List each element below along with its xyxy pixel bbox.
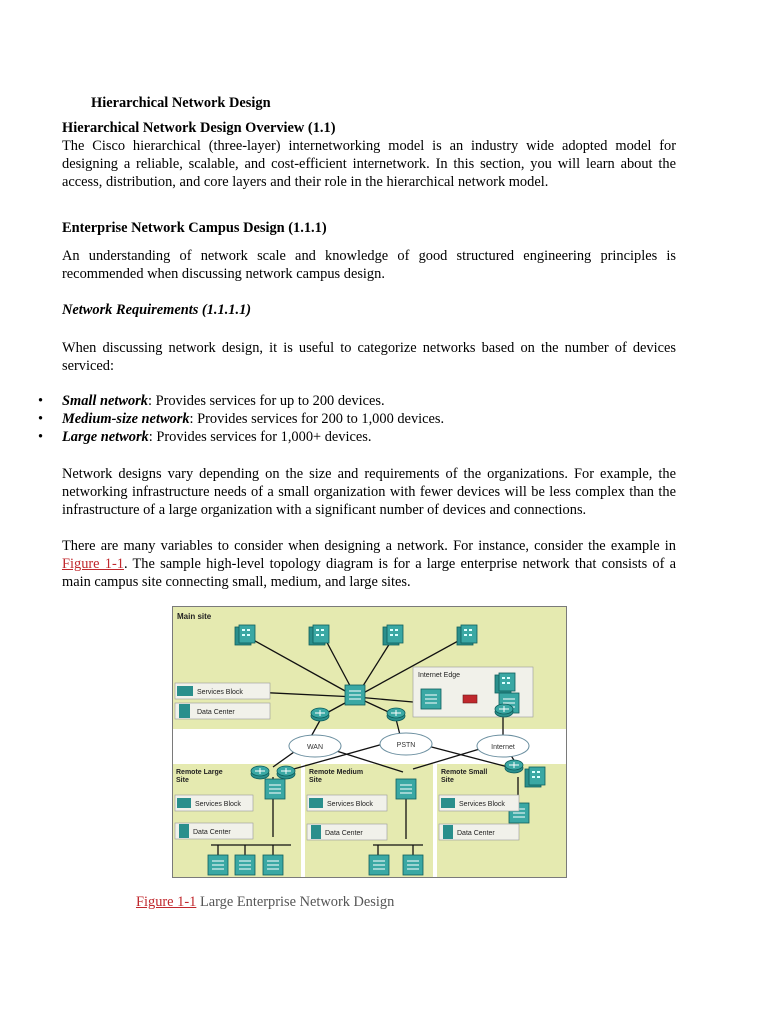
remote-large-services-label: Services Block (195, 801, 241, 808)
campus-paragraph: An understanding of network scale and knowledge of good structured engineering principles is recommended when discussing network campus design. (62, 248, 676, 282)
list-item-term: Medium-size network (62, 411, 190, 427)
remote-small-label: Remote Small (441, 769, 488, 776)
variables-suffix: . The sample high-level topology diagram is for a large enterprise network that consists of a main campus site connecting small, medium, and large sites. (62, 556, 676, 590)
figure-caption (136, 893, 394, 911)
overview-paragraph: The Cisco hierarchical (three-layer) internetworking model is an industry wide adopted model for designing a reliable, scalable, and cost-efficient internetwork. In this section, you will learn about the access, distribution, and core layers and their role in the hierarchical network model. (62, 138, 676, 190)
list-item-desc: : Provides services for up to 200 devices. (147, 393, 385, 409)
list-item (38, 392, 444, 410)
caption-text: Large Enterprise Network Design (196, 894, 395, 910)
wan-label: WAN (306, 744, 324, 751)
main-site-label: Main site (177, 612, 212, 621)
figure-link[interactable]: Figure 1-1 (62, 556, 124, 572)
network-size-list (38, 392, 444, 446)
requirements-heading: Network Requirements (1.1.1.1) (62, 302, 252, 318)
bullet-icon: • (38, 393, 44, 409)
internet-label: Internet (491, 744, 515, 751)
variables-prefix: There are many variables to consider when designing a network. For instance, consider the example in (62, 538, 676, 554)
wan-cloud (289, 735, 341, 757)
bullet-icon: • (38, 411, 44, 427)
document-title: Hierarchical Network Design (91, 95, 271, 111)
remote-medium-label: Remote Medium (309, 769, 364, 776)
remote-small-label-2: Site (441, 777, 454, 784)
internet-cloud (477, 735, 529, 757)
remote-small-datacenter-label: Data Center (457, 830, 495, 837)
design-variation-paragraph: Network designs vary depending on the size and requirements of the organizations. For example, the networking infrastructure needs of a small organization with fewer devices will be less complex than the infrastructure of a large organization with a significant number of devices and connections. (62, 466, 676, 518)
list-item-desc: : Provides services for 200 to 1,000 devices. (189, 411, 445, 427)
requirements-intro: When discussing network design, it is useful to categorize networks based on the number of devices serviced: (62, 340, 676, 374)
variables-paragraph (62, 537, 676, 591)
remote-medium-datacenter-label: Data Center (325, 830, 363, 837)
list-item (38, 428, 444, 446)
main-data-center-label: Data Center (197, 709, 235, 716)
list-item-term: Large network (62, 429, 149, 445)
bullet-icon: • (38, 429, 44, 445)
remote-small-panel (437, 764, 566, 877)
caption-figure-link[interactable]: Figure 1-1 (136, 894, 197, 910)
pstn-label: PSTN (396, 742, 416, 749)
remote-large-datacenter-label: Data Center (193, 829, 231, 836)
main-services-block-label: Services Block (197, 689, 243, 696)
remote-medium-label-2: Site (309, 777, 322, 784)
remote-large-label: Remote Large (176, 769, 223, 776)
remote-medium-services-label: Services Block (327, 801, 373, 808)
campus-heading: Enterprise Network Campus Design (1.1.1) (62, 220, 327, 236)
pstn-cloud (380, 733, 432, 755)
internet-edge-label: Internet Edge (418, 672, 461, 679)
remote-small-services-label: Services Block (459, 801, 505, 808)
list-item-term: Small network (62, 393, 148, 409)
remote-large-label-2: Site (176, 777, 189, 784)
list-item (38, 410, 444, 428)
network-topology-figure (172, 606, 567, 878)
overview-heading: Hierarchical Network Design Overview (1.1) (62, 120, 336, 136)
list-item-desc: : Provides services for 1,000+ devices. (148, 429, 372, 445)
